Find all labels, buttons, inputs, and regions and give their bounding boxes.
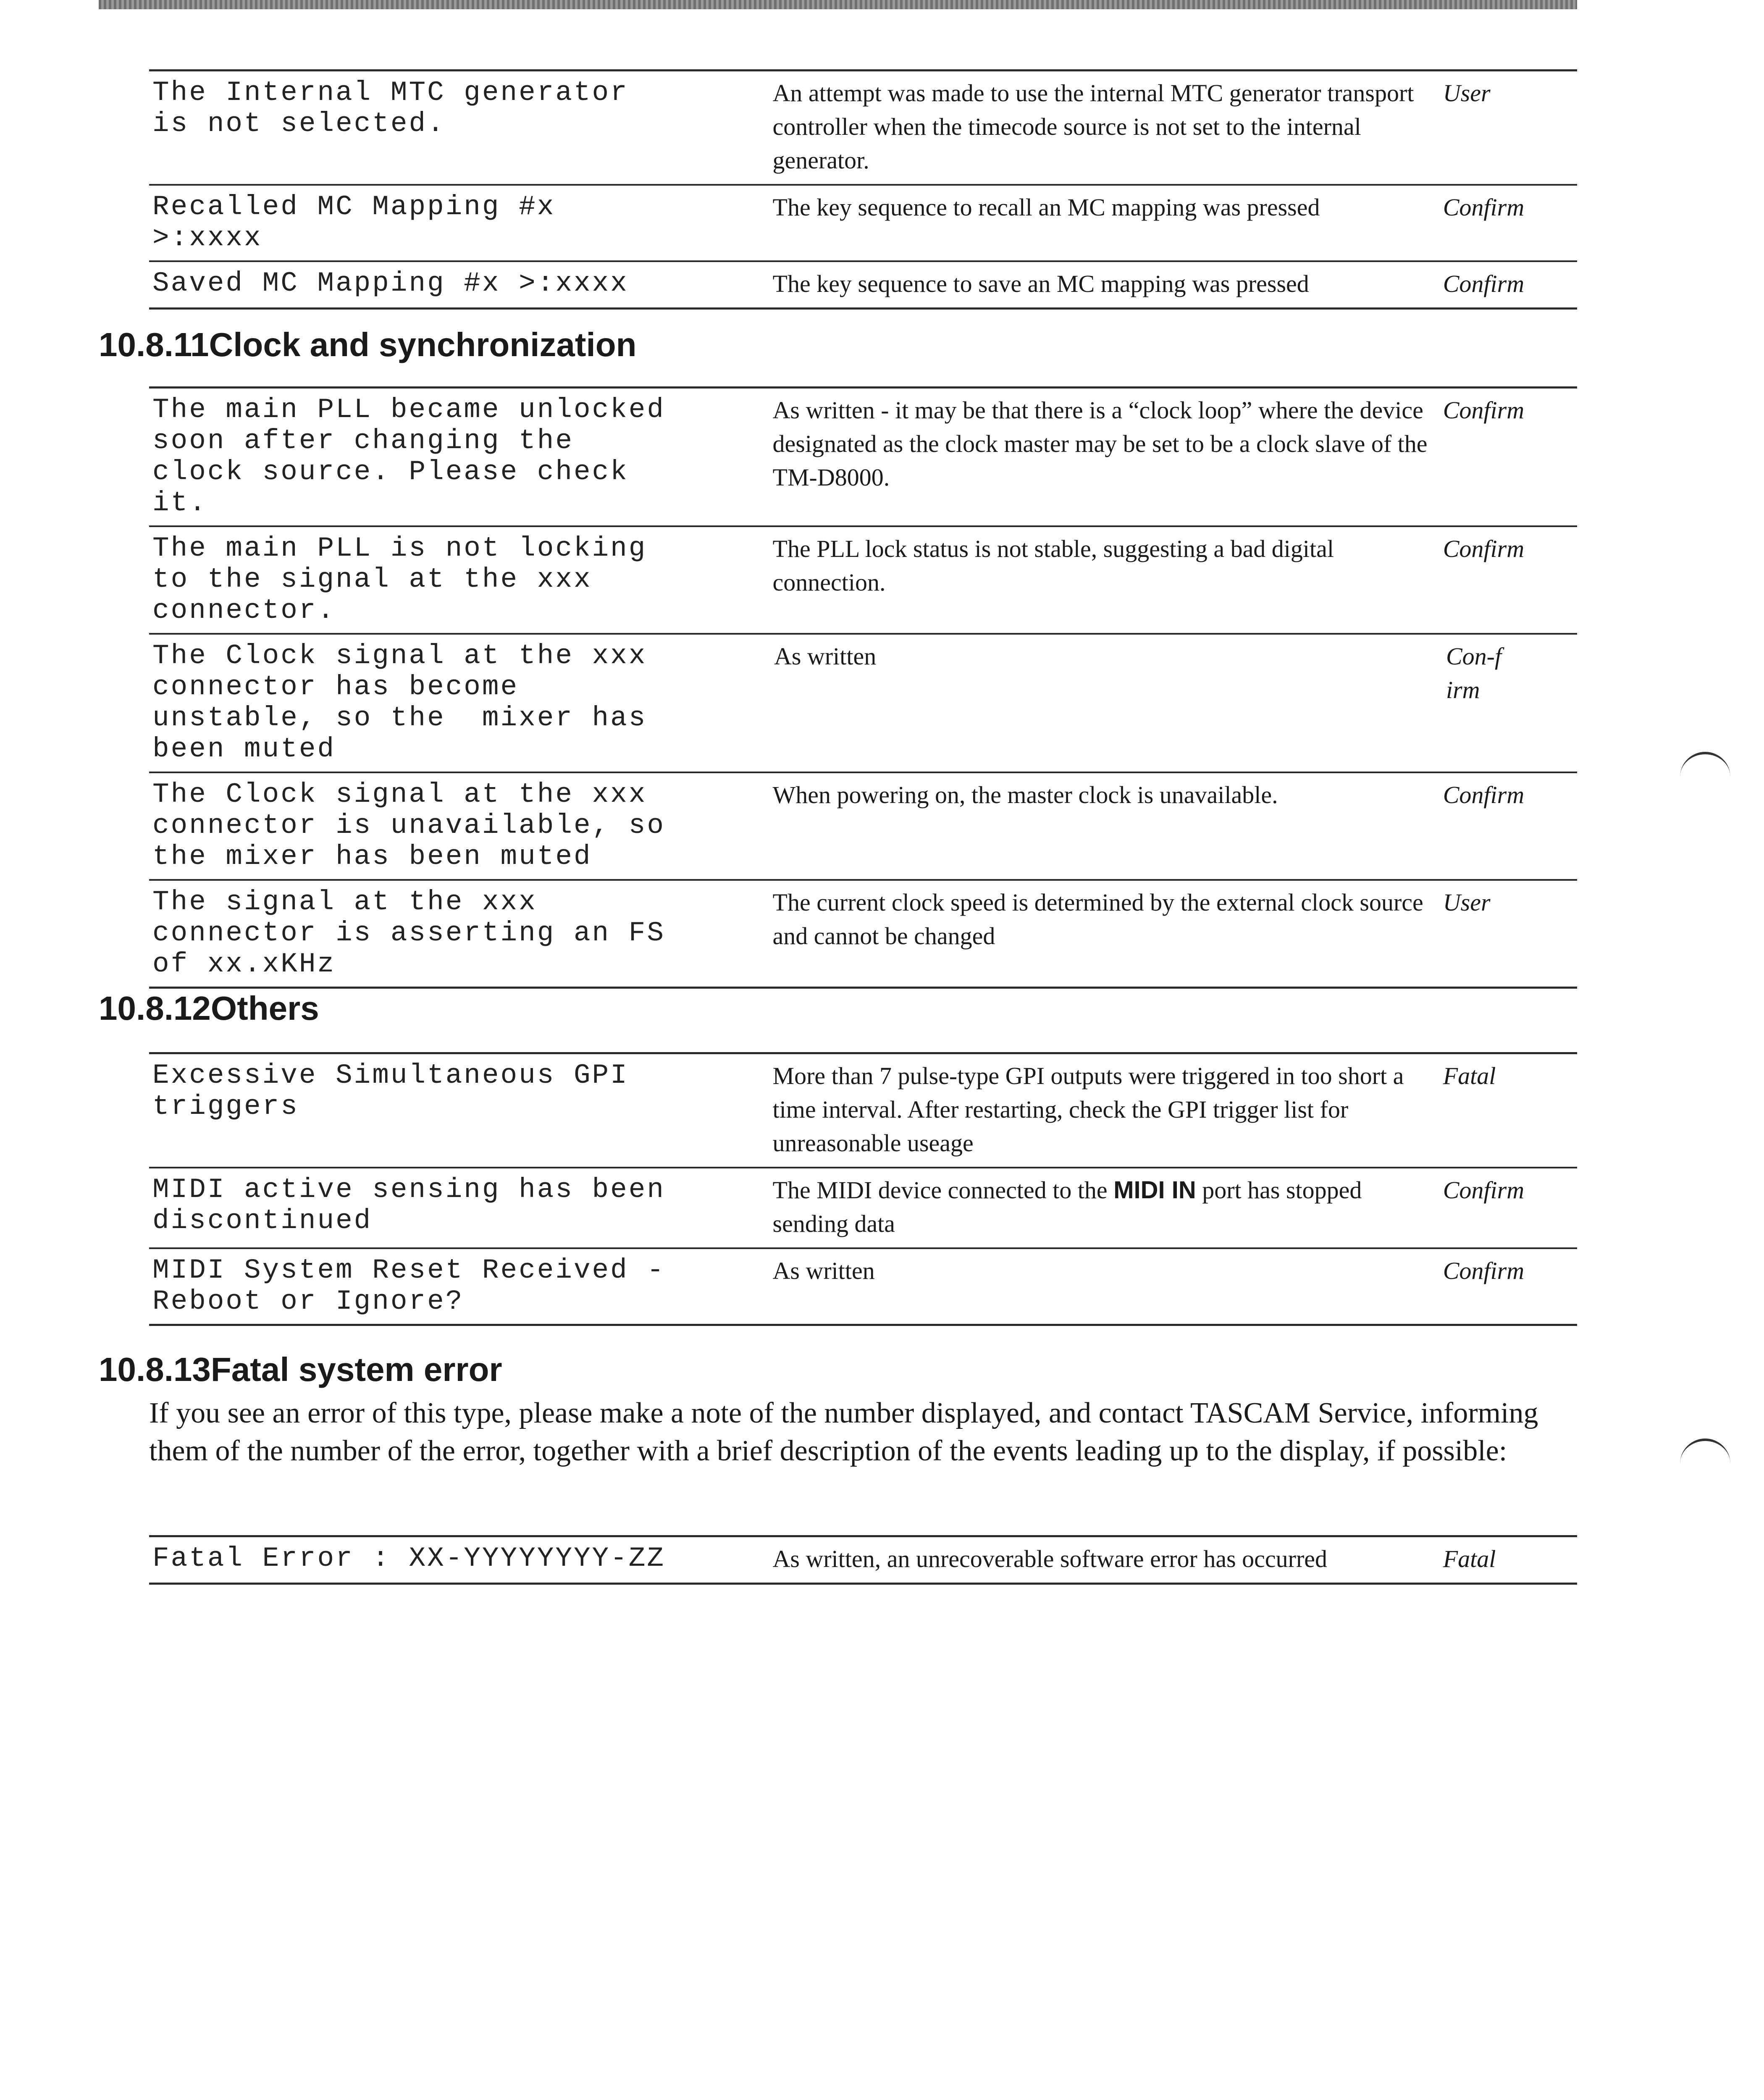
type-text: Confirm	[1443, 194, 1525, 221]
table-row	[149, 1247, 1577, 1324]
message-text: The signal at the xxx connector is asserting an FS of xx.xKHz	[152, 886, 665, 980]
type-text: User	[1443, 79, 1491, 107]
description-text: As written	[772, 1257, 875, 1284]
table-row	[149, 1167, 1577, 1247]
message-text: Recalled MC Mapping #x >:xxxx	[152, 191, 556, 254]
type-text: Confirm	[1443, 270, 1525, 297]
message-text: The Clock signal at the xxx connector has become unstable, so the mixer has been muted	[152, 640, 647, 765]
description-text: The PLL lock status is not stable, suggesting a bad digital connection.	[772, 535, 1334, 596]
type-text: Confirm	[1443, 396, 1525, 424]
message-text: Saved MC Mapping #x >:xxxx	[152, 268, 629, 299]
type-text: Con-firm	[1446, 643, 1502, 704]
fatal-section-heading: 10.8.13Fatal system error	[99, 1351, 502, 1388]
binder-mark	[1680, 1438, 1730, 1466]
type-text: User	[1443, 889, 1491, 916]
message-text: The main PLL is not locking to the signal at the xxx connector.	[152, 533, 647, 626]
description-text: As written	[774, 643, 877, 670]
description-text: An attempt was made to use the internal MTC generator transport controller when the timecode source is not set to the internal generator.	[772, 79, 1414, 174]
message-text: The Internal MTC generator is not selected.	[152, 77, 629, 139]
description-text: The key sequence to save an MC mapping was pressed	[772, 270, 1309, 297]
clock-table	[149, 386, 1577, 989]
table-row	[149, 879, 1577, 987]
mtc-mapping-table	[149, 69, 1577, 310]
binder-mark	[1680, 752, 1730, 780]
top-scan-bar	[99, 0, 1577, 9]
description-text: As written - it may be that there is a “clock loop” where the device designated as the clock master may be set to be a clock slave of the TM-D8000.	[772, 396, 1428, 491]
description-text: More than 7 pulse-type GPI outputs were triggered in too short a time interval. After restarting, check the GPI trigger list for unreasonable useage	[772, 1062, 1404, 1157]
table-row	[149, 1537, 1577, 1583]
table-row	[149, 71, 1577, 184]
description-text: When powering on, the master clock is unavailable.	[772, 781, 1278, 808]
table-row	[149, 184, 1577, 260]
table-row	[149, 525, 1577, 633]
message-text: Excessive Simultaneous GPI triggers	[152, 1060, 629, 1122]
table-row	[149, 772, 1577, 879]
table-row	[149, 633, 1577, 772]
message-text: MIDI active sensing has been discontinued	[152, 1174, 665, 1236]
message-text: The Clock signal at the xxx connector is unavailable, so the mixer has been muted	[152, 779, 665, 872]
description-post: port has stopped sending data	[772, 1176, 1362, 1237]
type-text: Confirm	[1443, 1257, 1525, 1284]
table-row	[149, 260, 1577, 307]
type-text: Fatal	[1443, 1545, 1496, 1572]
message-text: The main PLL became unlocked soon after changing the clock source. Please check it.	[152, 394, 665, 519]
others-section-heading: 10.8.12Others	[99, 990, 319, 1027]
description-text: As written, an unrecoverable software error has occurred	[772, 1545, 1328, 1572]
description-text	[773, 1168, 1443, 1247]
type-text: Confirm	[1443, 535, 1525, 562]
fatal-table	[149, 1535, 1577, 1585]
message-text: Fatal Error : XX-YYYYYYYY-ZZ	[152, 1543, 665, 1574]
table-row	[149, 388, 1577, 525]
description-pre: The MIDI device connected to the	[772, 1176, 1114, 1204]
type-text: Confirm	[1443, 781, 1525, 808]
message-text: MIDI System Reset Received - Reboot or Ignore?	[152, 1255, 665, 1317]
description-text: The key sequence to recall an MC mapping was pressed	[772, 194, 1320, 221]
type-text: Fatal	[1443, 1062, 1496, 1089]
midi-in-label: MIDI IN	[1113, 1176, 1196, 1204]
clock-section-heading: 10.8.11Clock and synchronization	[99, 326, 637, 363]
description-text: The current clock speed is determined by the external clock source and cannot be changed	[772, 889, 1423, 950]
table-row	[149, 1054, 1577, 1167]
type-text: Confirm	[1443, 1176, 1525, 1204]
fatal-paragraph: If you see an error of this type, please make a note of the number displayed, and contact TASCAM Service, informing them of the number of the error, together with a brief description of the events leading up to the display, if possible:	[149, 1397, 1538, 1467]
others-table	[149, 1052, 1577, 1326]
